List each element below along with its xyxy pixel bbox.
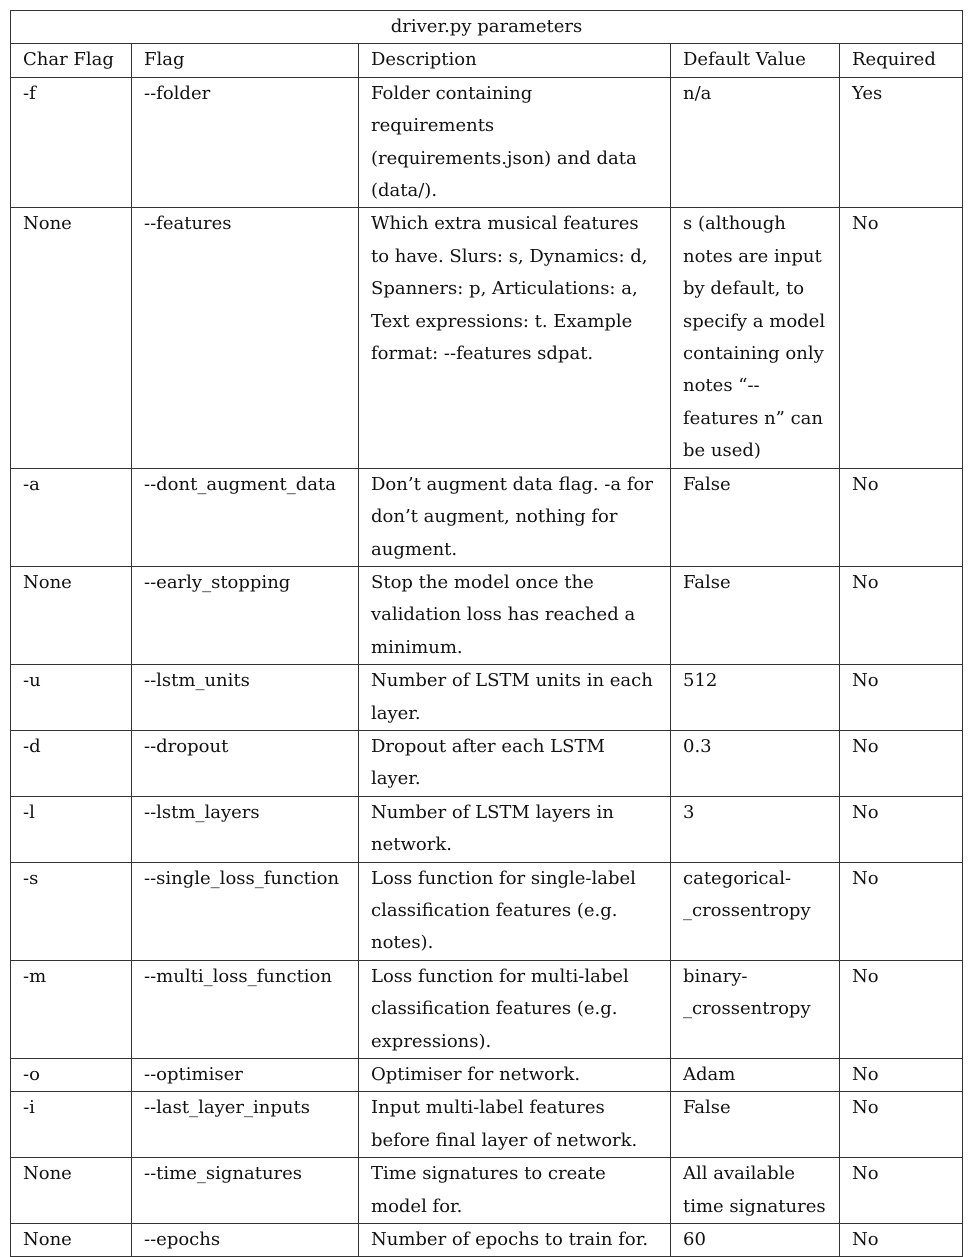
cell-char-flag: -d bbox=[11, 730, 132, 796]
cell-default-value: 0.3 bbox=[671, 730, 840, 796]
cell-required: No bbox=[840, 468, 963, 566]
cell-required: No bbox=[840, 960, 963, 1058]
cell-required: No bbox=[840, 1092, 963, 1158]
cell-required: No bbox=[840, 1158, 963, 1224]
cell-flag: --early_stopping bbox=[132, 566, 359, 664]
cell-char-flag: -a bbox=[11, 468, 132, 566]
cell-default-value: s (although notes are input by default, to specify a model containing only notes “--features n” can be used) bbox=[671, 208, 840, 468]
header-flag: Flag bbox=[132, 44, 359, 77]
cell-required: No bbox=[840, 1224, 963, 1257]
cell-required: No bbox=[840, 862, 963, 960]
cell-default-value: 3 bbox=[671, 796, 840, 862]
cell-flag: --dropout bbox=[132, 730, 359, 796]
cell-default-value: False bbox=[671, 566, 840, 664]
cell-char-flag: -i bbox=[11, 1092, 132, 1158]
cell-description: Number of LSTM layers in network. bbox=[359, 796, 671, 862]
cell-description: Time signatures to create model for. bbox=[359, 1158, 671, 1224]
header-required: Required bbox=[840, 44, 963, 77]
table-row bbox=[11, 468, 963, 566]
table-row bbox=[11, 77, 963, 208]
cell-default-value: 512 bbox=[671, 665, 840, 731]
parameters-table bbox=[10, 10, 963, 1257]
cell-char-flag: -l bbox=[11, 796, 132, 862]
cell-flag: --optimiser bbox=[132, 1059, 359, 1092]
cell-description: Optimiser for network. bbox=[359, 1059, 671, 1092]
cell-char-flag: -s bbox=[11, 862, 132, 960]
cell-description: Folder containing requirements (requirements.json) and data (data/). bbox=[359, 77, 671, 208]
cell-char-flag: None bbox=[11, 1224, 132, 1257]
cell-char-flag: -o bbox=[11, 1059, 132, 1092]
cell-flag: --lstm_layers bbox=[132, 796, 359, 862]
cell-flag: --dont_augment_data bbox=[132, 468, 359, 566]
cell-description: Dropout after each LSTM layer. bbox=[359, 730, 671, 796]
cell-char-flag: None bbox=[11, 566, 132, 664]
cell-flag: --time_signatures bbox=[132, 1158, 359, 1224]
cell-flag: --lstm_units bbox=[132, 665, 359, 731]
cell-default-value: Adam bbox=[671, 1059, 840, 1092]
cell-required: No bbox=[840, 566, 963, 664]
table-row bbox=[11, 1059, 963, 1092]
table-row bbox=[11, 665, 963, 731]
cell-required: No bbox=[840, 730, 963, 796]
table-header-row bbox=[11, 44, 963, 77]
table-row bbox=[11, 1092, 963, 1158]
cell-flag: --last_layer_inputs bbox=[132, 1092, 359, 1158]
cell-required: No bbox=[840, 1059, 963, 1092]
cell-default-value: 60 bbox=[671, 1224, 840, 1257]
table-row bbox=[11, 862, 963, 960]
cell-description: Loss function for single-label classification features (e.g. notes). bbox=[359, 862, 671, 960]
header-default-value: Default Value bbox=[671, 44, 840, 77]
header-char-flag: Char Flag bbox=[11, 44, 132, 77]
cell-description: Loss function for multi-label classification features (e.g. expressions). bbox=[359, 960, 671, 1058]
cell-char-flag: None bbox=[11, 208, 132, 468]
cell-flag: --single_loss_function bbox=[132, 862, 359, 960]
cell-required: No bbox=[840, 208, 963, 468]
cell-description: Which extra musical features to have. Slurs: s, Dynamics: d, Spanners: p, Articulations: a, Text expressions: t. Example format: --features sdpat. bbox=[359, 208, 671, 468]
cell-description: Input multi-label features before final layer of network. bbox=[359, 1092, 671, 1158]
cell-char-flag: -f bbox=[11, 77, 132, 208]
cell-default-value: binary-_crossentropy bbox=[671, 960, 840, 1058]
cell-flag: --features bbox=[132, 208, 359, 468]
cell-flag: --epochs bbox=[132, 1224, 359, 1257]
table-row bbox=[11, 566, 963, 664]
cell-description: Number of LSTM units in each layer. bbox=[359, 665, 671, 731]
cell-flag: --multi_loss_function bbox=[132, 960, 359, 1058]
cell-char-flag: -m bbox=[11, 960, 132, 1058]
cell-description: Number of epochs to train for. bbox=[359, 1224, 671, 1257]
cell-description: Don’t augment data flag. -a for don’t augment, nothing for augment. bbox=[359, 468, 671, 566]
cell-required: No bbox=[840, 796, 963, 862]
cell-char-flag: -u bbox=[11, 665, 132, 731]
cell-default-value: categorical-_crossentropy bbox=[671, 862, 840, 960]
cell-default-value: n/a bbox=[671, 77, 840, 208]
cell-default-value: False bbox=[671, 1092, 840, 1158]
cell-required: No bbox=[840, 665, 963, 731]
table-row bbox=[11, 730, 963, 796]
table-row bbox=[11, 208, 963, 468]
table-title: driver.py parameters bbox=[11, 11, 963, 44]
cell-required: Yes bbox=[840, 77, 963, 208]
cell-flag: --folder bbox=[132, 77, 359, 208]
table-row bbox=[11, 796, 963, 862]
cell-char-flag: None bbox=[11, 1158, 132, 1224]
table-row bbox=[11, 1224, 963, 1257]
cell-description: Stop the model once the validation loss has reached a minimum. bbox=[359, 566, 671, 664]
table-title-row bbox=[11, 11, 963, 44]
header-description: Description bbox=[359, 44, 671, 77]
cell-default-value: All available time signatures bbox=[671, 1158, 840, 1224]
table-row bbox=[11, 960, 963, 1058]
cell-default-value: False bbox=[671, 468, 840, 566]
table-row bbox=[11, 1158, 963, 1224]
